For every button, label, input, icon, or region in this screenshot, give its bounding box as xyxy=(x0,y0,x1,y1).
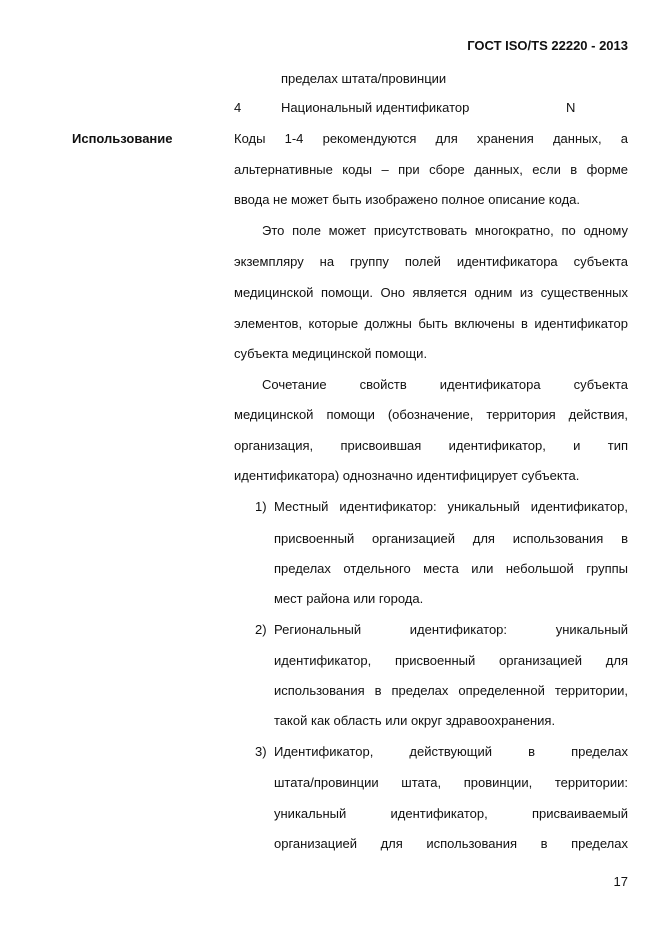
paragraph-line: организация, присвоившая идентификатор, и тип xyxy=(234,438,628,453)
paragraph-line: экземпляру на группу полей идентификатора субъекта xyxy=(234,254,628,269)
table-row-text: Национальный идентификатор xyxy=(281,100,470,115)
paragraph-line: элементов, которые должны быть включены в идентификатор xyxy=(234,316,628,331)
page-number: 17 xyxy=(613,874,628,889)
usage-section-label: Использование xyxy=(72,131,173,146)
table-row-text: пределах штата/провинции xyxy=(281,71,447,86)
document-standard-header: ГОСТ ISO/TS 22220 - 2013 xyxy=(467,38,628,53)
table-row-code: 4 xyxy=(234,100,242,115)
list-item-line: Идентификатор, действующий в пределах xyxy=(274,744,628,759)
paragraph-line: альтернативные коды – при сборе данных, если в форме xyxy=(234,162,628,177)
list-item-line: мест района или города. xyxy=(274,591,424,606)
paragraph-line: медицинской помощи. Оно является одним из существенных xyxy=(234,285,628,300)
paragraph-line: субъекта медицинской помощи. xyxy=(234,346,428,361)
paragraph-line: медицинской помощи (обозначение, территория действия, xyxy=(234,407,628,422)
list-item-number: 2) xyxy=(255,622,267,637)
paragraph-line: идентификатора) однозначно идентифицирует субъекта. xyxy=(234,468,580,483)
list-item-line: использования в пределах определенной территории, xyxy=(274,683,628,698)
list-item-line: организацией для использования в пределах xyxy=(274,836,628,851)
list-item-line: пределах отдельного места или небольшой группы xyxy=(274,561,628,576)
paragraph-line: Сочетание свойств идентификатора субъекта xyxy=(262,377,628,392)
table-row-type: N xyxy=(566,100,576,115)
list-item-line: уникальный идентификатор, присваиваемый xyxy=(274,806,628,821)
list-item-line: Местный идентификатор: уникальный идентификатор, xyxy=(274,499,628,514)
paragraph-line: ввода не может быть изображено полное описание кода. xyxy=(234,192,580,207)
paragraph-line: Это поле может присутствовать многократно, по одному xyxy=(262,223,628,238)
list-item-line: Региональный идентификатор: уникальный xyxy=(274,622,628,637)
list-item-line: присвоенный организацией для использования в xyxy=(274,531,628,546)
list-item-line: такой как область или округ здравоохранения. xyxy=(274,713,556,728)
paragraph-line: Коды 1-4 рекомендуются для хранения данных, а xyxy=(234,131,628,146)
list-item-line: идентификатор, присвоенный организацией для xyxy=(274,653,628,668)
list-item-number: 3) xyxy=(255,744,267,759)
list-item-number: 1) xyxy=(255,499,267,514)
list-item-line: штата/провинции штата, провинции, территории: xyxy=(274,775,628,790)
